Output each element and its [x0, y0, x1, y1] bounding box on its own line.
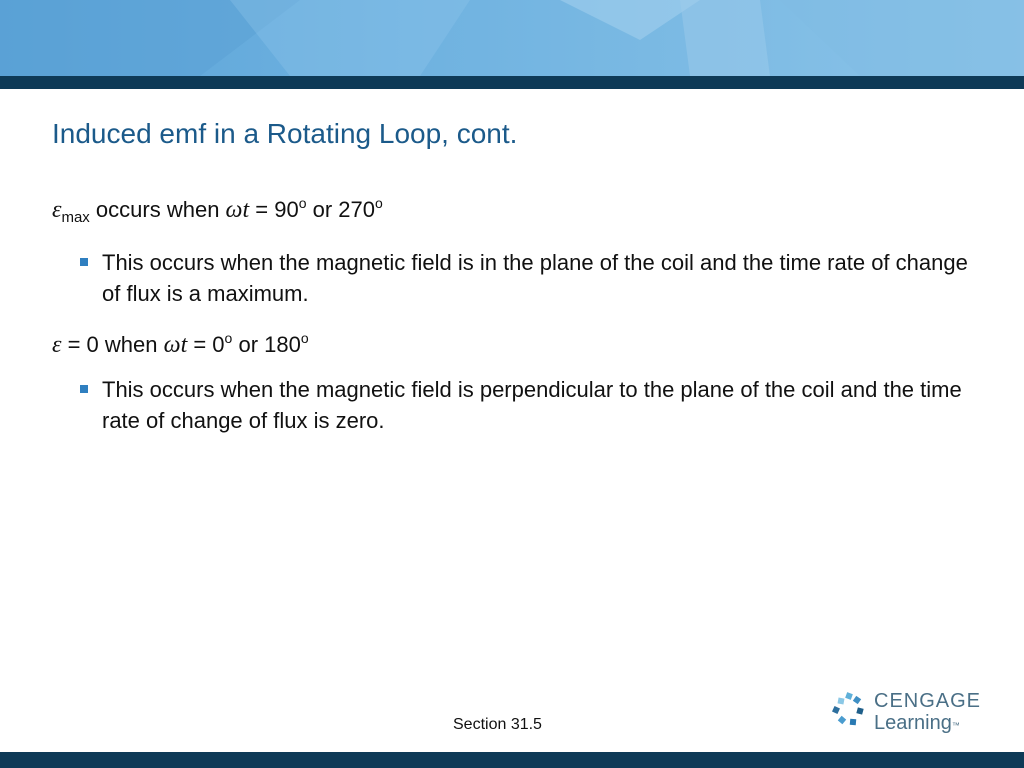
omega-symbol: ω: [163, 332, 181, 358]
header-pattern: [0, 0, 1024, 76]
max-subscript: max: [61, 209, 90, 226]
degree-sup: o: [375, 195, 383, 211]
line1-text-c: or 270: [306, 197, 376, 222]
line2-text-b: = 0: [187, 332, 225, 357]
line2-text-a: = 0 when: [61, 332, 164, 357]
line1-text-a: occurs when: [89, 197, 226, 222]
footer-rule: [0, 752, 1024, 768]
epsilon-symbol: ε: [52, 332, 62, 358]
t-symbol: t: [242, 197, 250, 223]
bullet-item: [52, 374, 982, 436]
trademark-symbol: ™: [951, 721, 960, 730]
cengage-logo: [832, 690, 982, 738]
line1-text-b: = 90: [249, 197, 299, 222]
degree-sup: o: [298, 195, 307, 211]
logo-wordmark-cengage: CENGAGE: [874, 690, 982, 712]
degree-sup: o: [300, 330, 309, 346]
footer-section-label: Section 31.5: [453, 716, 542, 733]
slide-title: Induced emf in a Rotating Loop, cont.: [52, 118, 518, 149]
line2-text-c: or 180: [232, 332, 301, 357]
bullet-square-icon: [80, 258, 88, 266]
omega-symbol: ω: [225, 197, 243, 223]
slide-content: [52, 188, 982, 450]
degree-sup: o: [224, 330, 233, 346]
header-rule: [0, 76, 1024, 89]
epsilon-symbol: ε: [52, 197, 62, 223]
header-band: [0, 0, 1024, 76]
logo-wordmark-learning: [874, 712, 960, 735]
emf-zero-line: [52, 323, 982, 360]
bullet-item: [52, 247, 982, 309]
bullet-square-icon: [80, 385, 88, 393]
logo-learning-text: Learning: [874, 712, 952, 734]
emf-max-line: [52, 188, 982, 233]
t-symbol: t: [180, 332, 188, 358]
bullet-text: This occurs when the magnetic field is in the plane of the coil and the time rate of change of flux is a maximum.: [102, 250, 968, 306]
cengage-logo-icon: [832, 692, 868, 732]
bullet-text: This occurs when the magnetic field is perpendicular to the plane of the coil and the time rate of change of flux is zero.: [102, 377, 962, 433]
